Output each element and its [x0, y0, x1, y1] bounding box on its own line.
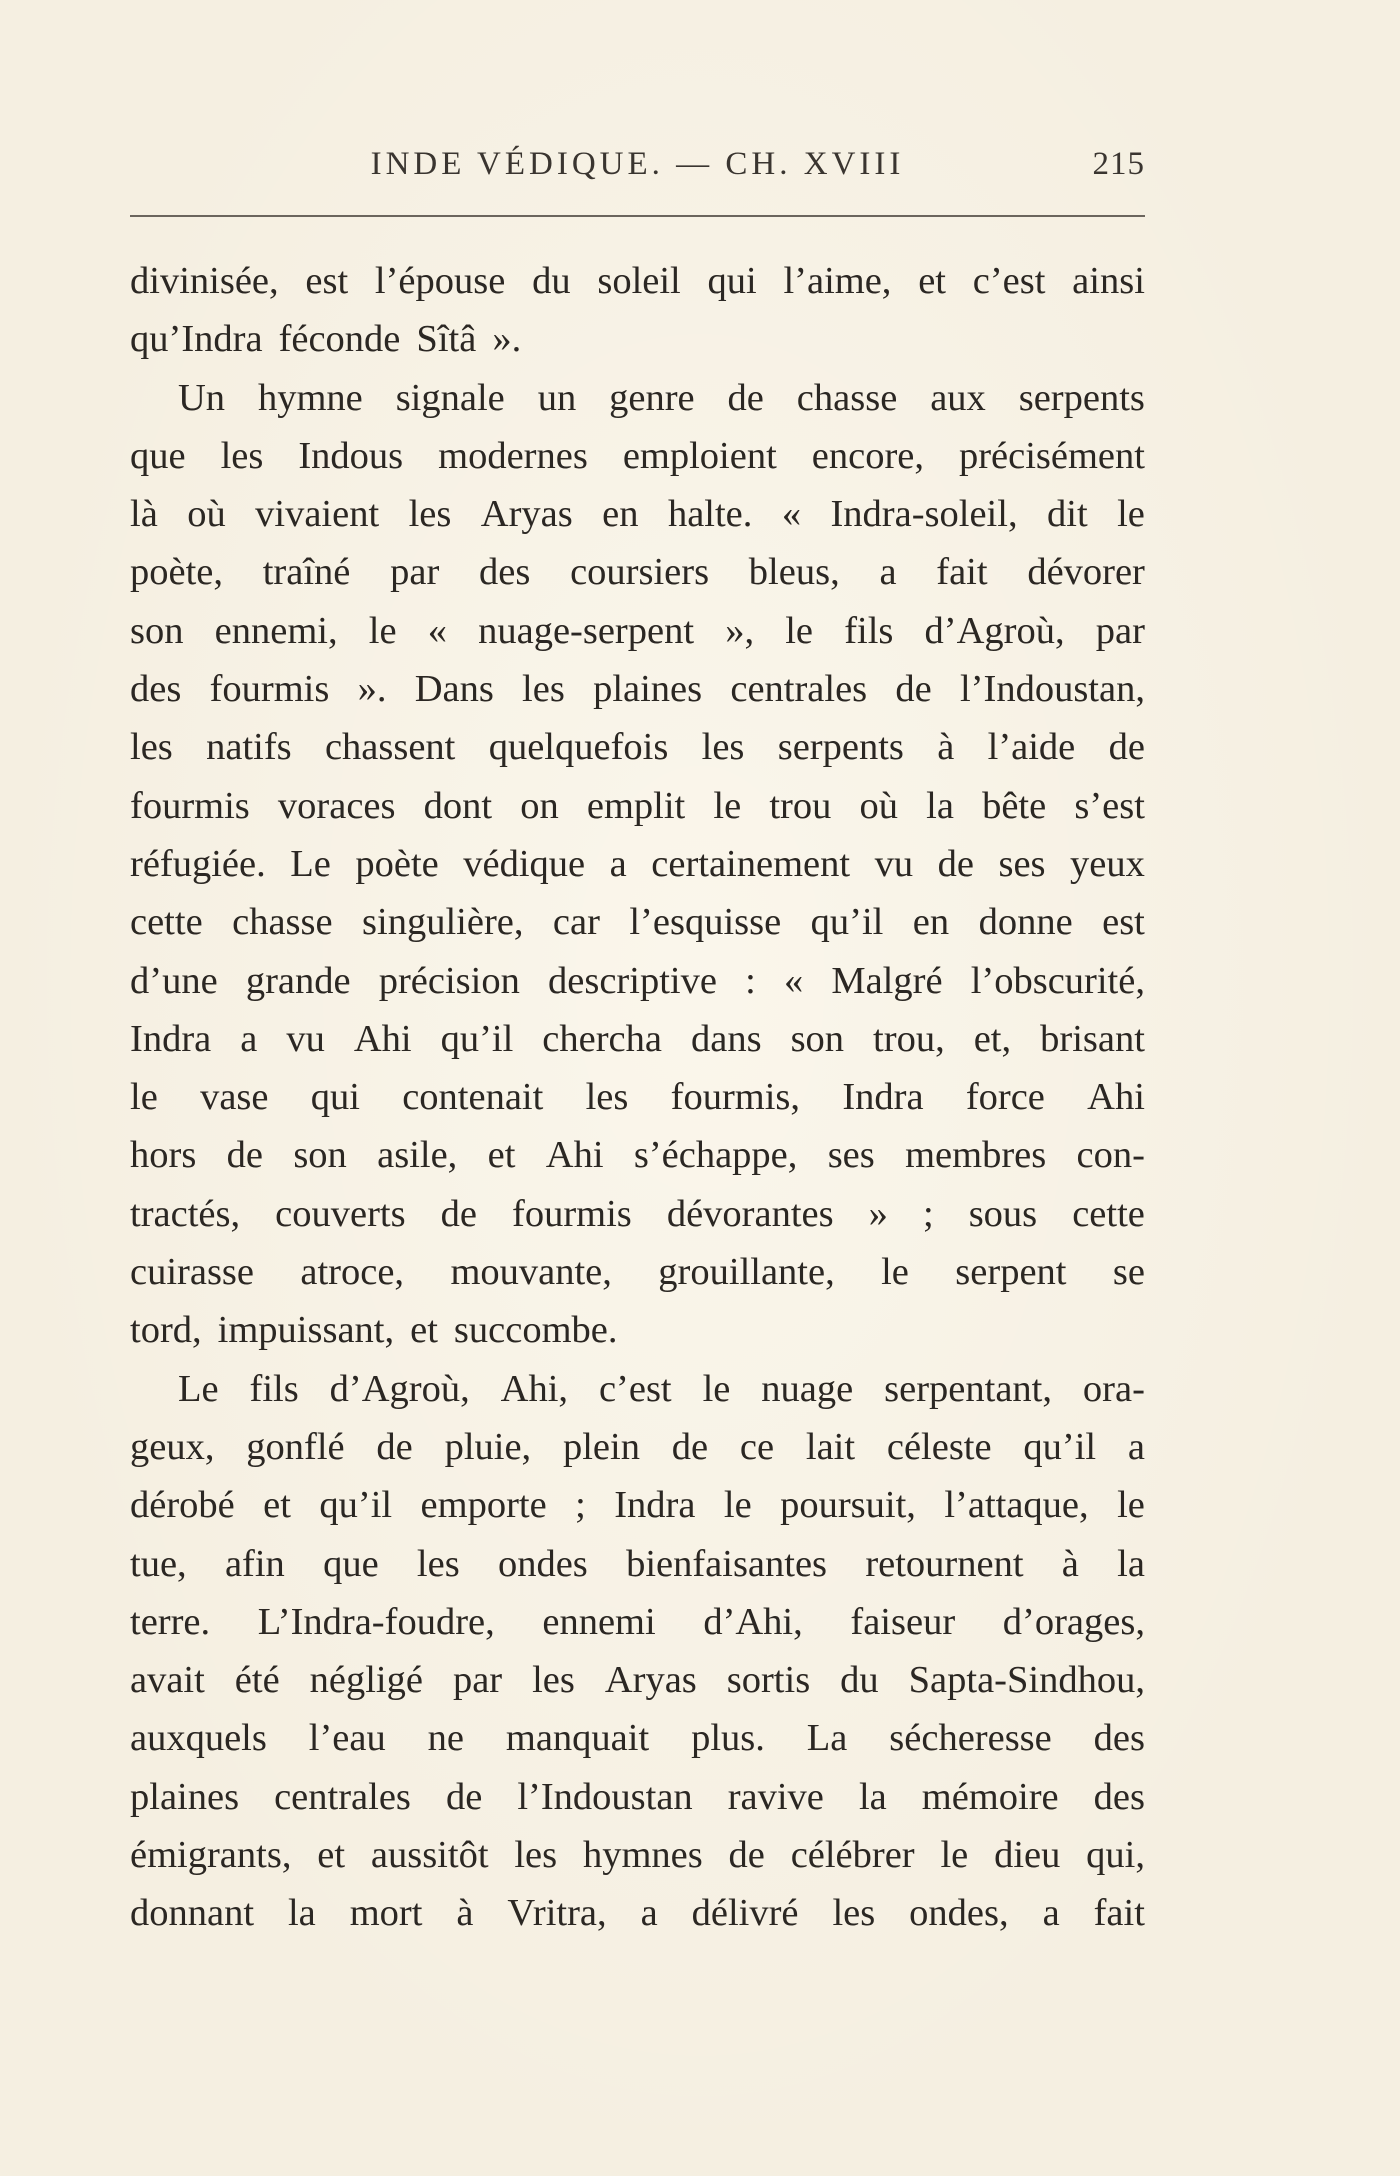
word: du [532, 260, 571, 302]
word: les [585, 1076, 629, 1119]
text-line [130, 427, 1145, 485]
word: poète, [130, 551, 223, 594]
word: a [609, 842, 627, 885]
word: couverts [275, 1192, 406, 1235]
word: vivaient [255, 493, 380, 536]
word: « [783, 959, 804, 1002]
word: de [671, 1425, 709, 1468]
word: son [293, 1134, 347, 1177]
word: le [1117, 1484, 1145, 1527]
word: chercha [542, 1017, 662, 1060]
word: ses [998, 842, 1046, 885]
word: mort [349, 1892, 423, 1935]
word: ». [492, 318, 522, 361]
word: ennemi, [214, 609, 338, 652]
text-line [130, 718, 1145, 776]
word: c’est [972, 260, 1046, 302]
word: modernes [438, 434, 588, 477]
word: de [895, 668, 932, 711]
word: avait [130, 1659, 205, 1702]
word: en [912, 901, 950, 944]
word: Indra [130, 1017, 212, 1060]
word: Ahi [545, 1134, 604, 1177]
word: cuirasse [130, 1251, 254, 1294]
word: Indous [298, 434, 404, 477]
word: de [440, 1192, 477, 1235]
word: yeux [1070, 842, 1145, 885]
word: délivré [691, 1892, 799, 1935]
word: de [445, 1775, 483, 1818]
word: retournent [865, 1542, 1024, 1585]
word: centrales [274, 1775, 411, 1818]
text-line [130, 1709, 1145, 1767]
word: contenait [402, 1076, 544, 1119]
word: auxquels [130, 1717, 267, 1760]
word: du [840, 1659, 879, 1702]
word: fourmis [130, 784, 250, 827]
word: été [234, 1659, 280, 1702]
word: membres [905, 1134, 1047, 1177]
word: impuissant, [217, 1309, 395, 1352]
text-line [130, 1768, 1145, 1826]
word: succombe. [453, 1309, 618, 1352]
word: gonflé [246, 1425, 345, 1468]
word: que [323, 1542, 379, 1585]
word: fourmis, [670, 1076, 801, 1119]
word: La [806, 1717, 848, 1760]
word: trou [769, 784, 832, 827]
word: Indra-soleil, [830, 493, 1018, 536]
word: ondes, [909, 1892, 1009, 1935]
word: les [220, 434, 264, 477]
word: mémoire [921, 1775, 1059, 1818]
word: d’Ahi, [703, 1600, 803, 1643]
word: Sîtâ [416, 318, 477, 361]
word: serpentant, [884, 1367, 1052, 1410]
word: les [514, 1834, 558, 1877]
word: à [1061, 1542, 1079, 1585]
word: ce [739, 1425, 775, 1468]
word: signale [395, 376, 505, 419]
word: serpents [1018, 376, 1145, 419]
word: le [1117, 493, 1145, 536]
word: con- [1076, 1134, 1145, 1177]
word: l’attaque, [944, 1484, 1089, 1527]
word: des [1093, 1775, 1145, 1818]
word: bienfaisantes [626, 1542, 828, 1585]
word: plaines [593, 668, 703, 711]
word: dont [423, 784, 493, 827]
word: sous [968, 1192, 1038, 1235]
word: là [130, 493, 158, 536]
word: emplit [586, 784, 686, 827]
word: est [305, 260, 349, 302]
word: par [390, 551, 440, 594]
word: L’Indra-foudre, [257, 1600, 495, 1643]
word: réfugiée. [130, 842, 266, 885]
word: coursiers [570, 551, 710, 594]
word: les [701, 726, 745, 769]
text-line [130, 1651, 1145, 1709]
word: fait [936, 551, 988, 594]
word: grande [245, 959, 351, 1002]
word: sortis [726, 1659, 811, 1702]
word: ne [427, 1717, 464, 1760]
text-line [130, 543, 1145, 601]
word: faiseur [850, 1600, 956, 1643]
word: qu’il [810, 901, 884, 944]
word: l’Indoustan [517, 1775, 693, 1818]
word: négligé [309, 1659, 423, 1702]
word: nuage [761, 1367, 854, 1410]
word: de [937, 842, 974, 885]
word: les [832, 1892, 876, 1935]
word: Un [178, 376, 226, 419]
word: le [723, 1484, 752, 1527]
text-line [130, 1010, 1145, 1068]
word: des [479, 551, 531, 594]
word: qu’il [1023, 1425, 1097, 1468]
word: voraces [277, 784, 396, 827]
word: le [702, 1367, 731, 1410]
word: halte. [667, 493, 753, 536]
text-line [130, 1535, 1145, 1593]
word: aussitôt [370, 1834, 489, 1877]
word: le [713, 784, 742, 827]
word: divinisée, [130, 260, 279, 302]
word: qu’il [440, 1017, 514, 1060]
word: genre [609, 376, 695, 419]
word: geux, [130, 1425, 215, 1468]
word: centrales [730, 668, 868, 711]
word: précisément [958, 434, 1145, 477]
word: serpent [955, 1251, 1067, 1294]
word: Sapta-Sindhou, [908, 1659, 1145, 1702]
word: et [317, 1834, 346, 1877]
word: le [368, 609, 397, 652]
word: Indra [842, 1076, 924, 1119]
word: Ahi [353, 1017, 412, 1060]
word: ; [575, 1484, 586, 1527]
word: en [602, 493, 639, 536]
word: vu [874, 842, 914, 885]
word: la [926, 784, 954, 827]
word: de [376, 1425, 413, 1468]
word: et [263, 1484, 291, 1527]
text-line [130, 1068, 1145, 1126]
word: » [868, 1192, 888, 1235]
word: poursuit, [780, 1484, 916, 1527]
word: célébrer [790, 1834, 915, 1877]
word: emploient [622, 434, 777, 477]
text-line [130, 777, 1145, 835]
word: des [1093, 1717, 1145, 1760]
word: soleil [597, 260, 681, 302]
text-line [130, 893, 1145, 951]
word: terre. [130, 1600, 211, 1643]
text-line [130, 660, 1145, 718]
word: brisant [1040, 1017, 1145, 1060]
word: a [1127, 1425, 1145, 1468]
word: cette [1072, 1192, 1145, 1235]
text-line [130, 1476, 1145, 1534]
word: « [427, 609, 447, 652]
word: a [640, 1892, 658, 1935]
text-line [130, 1243, 1145, 1301]
word: hymne [257, 376, 363, 419]
text-line [130, 1301, 1145, 1359]
word: bleus, [748, 551, 840, 594]
word: se [1112, 1251, 1145, 1294]
word: vu [286, 1017, 325, 1060]
word: émigrants, [130, 1834, 292, 1877]
word: afin [224, 1542, 285, 1585]
word: le [130, 1076, 158, 1119]
word: dérobé [130, 1484, 235, 1527]
text-line [130, 1185, 1145, 1243]
word: quelquefois [488, 726, 669, 769]
word: tractés, [130, 1192, 241, 1235]
word: fils [844, 609, 894, 652]
word: Ahi [1087, 1076, 1145, 1119]
text-line [130, 835, 1145, 893]
word: d’Agroù, [924, 609, 1065, 652]
word: grouillante, [658, 1251, 835, 1294]
text-line [130, 1826, 1145, 1884]
word: fourmis [512, 1192, 632, 1235]
word: d’une [130, 959, 218, 1002]
word: à [937, 726, 955, 769]
word: qui, [1086, 1834, 1145, 1877]
word: est [1102, 901, 1145, 944]
word: les [130, 726, 173, 769]
word: de [226, 1134, 263, 1177]
body-text [130, 252, 1145, 1943]
word: dans [690, 1017, 762, 1060]
word: l’esquisse [629, 901, 782, 944]
word: s’échappe, [633, 1134, 798, 1177]
text-line [130, 1884, 1145, 1942]
word: les [522, 668, 565, 711]
word: céleste [886, 1425, 992, 1468]
text-line [130, 1360, 1145, 1418]
word: certainement [651, 842, 851, 885]
word: l’eau [308, 1717, 386, 1760]
word: traîné [262, 551, 351, 594]
word: Le [178, 1367, 219, 1410]
word: hors [130, 1134, 197, 1177]
word: ondes [497, 1542, 588, 1585]
word: la [858, 1775, 887, 1818]
running-title: INDE VÉDIQUE. — CH. XVIII [370, 146, 905, 182]
word: ses [827, 1134, 875, 1177]
word: force [965, 1076, 1045, 1119]
word: a [1042, 1892, 1060, 1935]
word: descriptive [548, 959, 717, 1002]
word: les [532, 1659, 575, 1702]
word: à [456, 1892, 474, 1935]
word: ennemi [542, 1600, 656, 1643]
word: vase [200, 1076, 269, 1119]
word: un [537, 376, 577, 419]
word: ravive [727, 1775, 824, 1818]
text-line [130, 952, 1145, 1010]
word: Aryas [480, 493, 573, 536]
text-line [130, 602, 1145, 660]
word: nuage-serpent [478, 609, 695, 652]
word: car [552, 901, 600, 944]
word: dieu [994, 1834, 1061, 1877]
word: chasse [796, 376, 898, 419]
word: a [240, 1017, 258, 1060]
word: Malgré [831, 959, 943, 1002]
word: bête [982, 784, 1047, 827]
word: poète [355, 842, 439, 885]
word: dévorantes [666, 1192, 834, 1235]
word: la [287, 1892, 316, 1935]
word: Vritra, [507, 1892, 607, 1935]
word: les [408, 493, 452, 536]
word: natifs [206, 726, 292, 769]
word: plaines [130, 1775, 240, 1818]
word: atroce, [300, 1251, 405, 1294]
word: trou, [873, 1017, 945, 1060]
text-line [130, 1593, 1145, 1651]
word: on [520, 784, 559, 827]
word: donne [978, 901, 1073, 944]
word: de [728, 1834, 765, 1877]
word: », [725, 609, 755, 652]
word: tord, [130, 1309, 202, 1352]
word: encore, [811, 434, 924, 477]
word: chassent [324, 726, 456, 769]
word: asile, [377, 1134, 458, 1177]
word: pluie, [444, 1425, 532, 1468]
word: qui [310, 1076, 360, 1119]
word: des [130, 668, 182, 711]
running-head [130, 146, 1145, 194]
word: plein [562, 1425, 640, 1468]
header-rule [130, 215, 1145, 217]
word: ». [357, 668, 387, 711]
word: le [785, 609, 814, 652]
word: tue, [130, 1542, 187, 1585]
word: d’Agroù, [329, 1367, 470, 1410]
word: singulière, [362, 901, 524, 944]
word: cette [130, 901, 203, 944]
text-line [130, 1126, 1145, 1184]
word: l’obscurité, [970, 959, 1145, 1002]
word: l’aime, [783, 260, 892, 302]
word: de [1108, 726, 1145, 769]
word: et [918, 260, 946, 302]
word: par [452, 1659, 503, 1702]
word: précision [378, 959, 520, 1002]
page-number: 215 [1092, 146, 1145, 182]
text-line [130, 485, 1145, 543]
word: Ahi, [500, 1367, 569, 1410]
word: l’aide [987, 726, 1076, 769]
word: fourmis [209, 668, 330, 711]
word: serpents [777, 726, 904, 769]
word: et [410, 1309, 438, 1352]
word: que [130, 434, 186, 477]
word: le [881, 1251, 909, 1294]
word: s’est [1074, 784, 1145, 827]
word: ; [922, 1192, 934, 1235]
word: Le [290, 842, 331, 885]
word: et, [973, 1017, 1012, 1060]
word: ainsi [1072, 260, 1145, 302]
word: dit [1047, 493, 1088, 536]
word: son [130, 609, 184, 652]
word: : [745, 959, 756, 1002]
word: dévorer [1027, 551, 1145, 594]
word: sécheresse [889, 1717, 1052, 1760]
word: hymnes [582, 1834, 703, 1877]
word: c’est [598, 1367, 672, 1410]
word: védique [463, 842, 586, 885]
word: donnant [130, 1892, 255, 1935]
word: qu’il [319, 1484, 393, 1527]
word: l’Indoustan, [959, 668, 1145, 711]
word: la [1117, 1542, 1145, 1585]
text-line [130, 252, 1145, 310]
word: plus. [691, 1717, 765, 1760]
word: son [790, 1017, 845, 1060]
word: féconde [278, 318, 401, 361]
word: ora- [1082, 1367, 1145, 1410]
word: où [859, 784, 898, 827]
word: fils [249, 1367, 299, 1410]
word: chasse [232, 901, 333, 944]
text-line [130, 1418, 1145, 1476]
word: a [879, 551, 897, 594]
word: le [940, 1834, 969, 1877]
word: les [416, 1542, 460, 1585]
word: mouvante, [450, 1251, 612, 1294]
word: Dans [414, 668, 494, 711]
word: par [1095, 609, 1145, 652]
word: qui [707, 260, 757, 302]
word: fait [1093, 1892, 1145, 1935]
text-line [130, 310, 1145, 368]
word: Aryas [604, 1659, 697, 1702]
word: « [781, 493, 802, 536]
word: aux [930, 376, 986, 419]
word: d’orages, [1002, 1600, 1145, 1643]
word: lait [805, 1425, 856, 1468]
word: Indra [614, 1484, 696, 1527]
word: qu’Indra [130, 318, 263, 361]
word: manquait [505, 1717, 650, 1760]
word: où [187, 493, 226, 536]
word: l’épouse [374, 260, 506, 302]
word: de [727, 376, 764, 419]
text-line [130, 369, 1145, 427]
word: et [487, 1134, 516, 1177]
word: emporte [420, 1484, 547, 1527]
